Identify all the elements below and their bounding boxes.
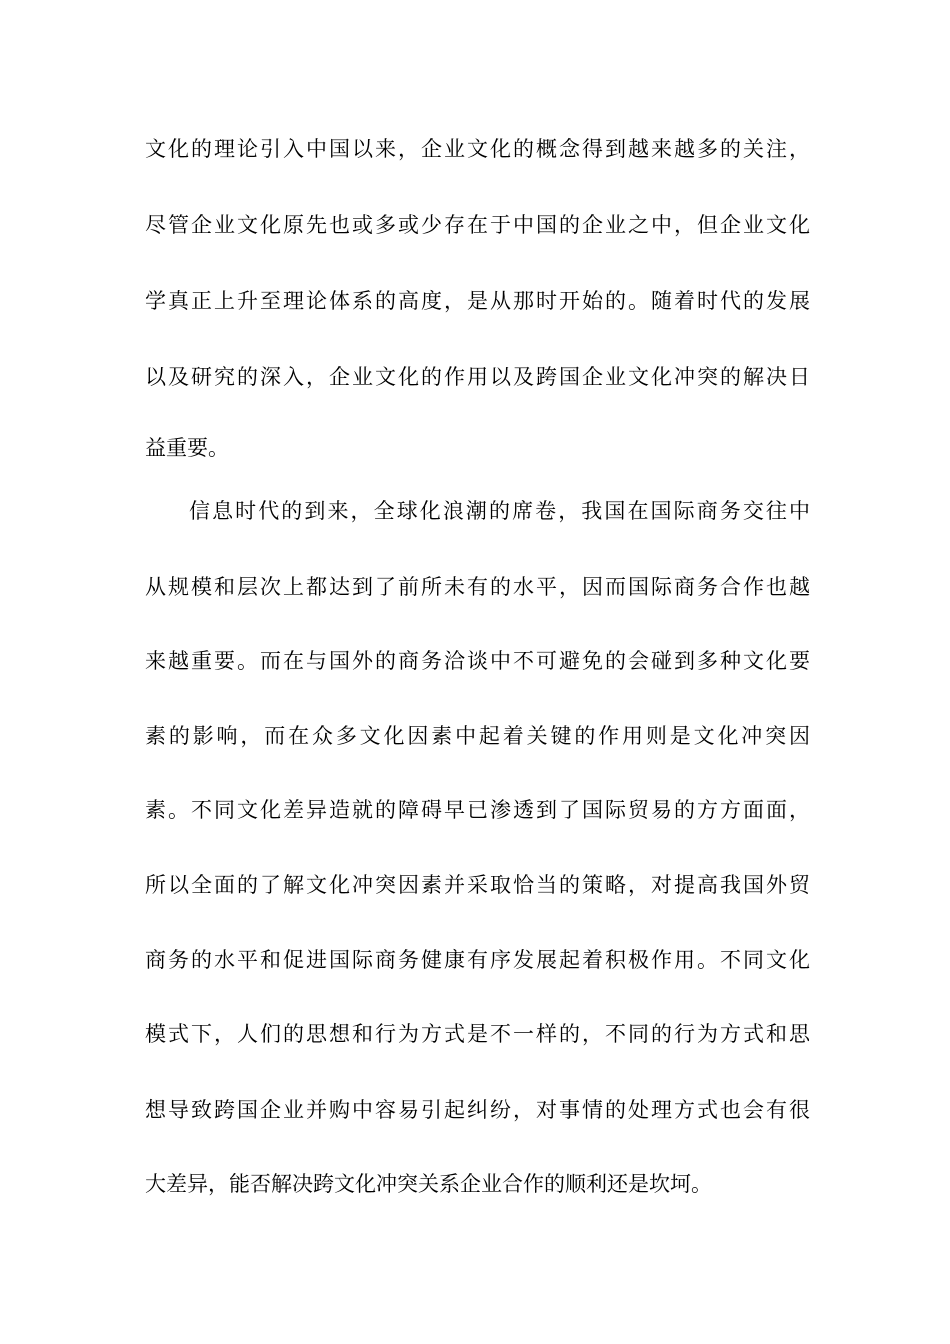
text-line: 大差异，能否解决跨文化冲突关系企业合作的顺利还是坎坷。 [145, 1172, 712, 1196]
text-line: 从规模和层次上都达到了前所未有的水平，因而国际商务合作也越 [145, 575, 810, 599]
text-line: 益重要。 [145, 436, 229, 460]
text-line: 素的影响，而在众多文化因素中起着关键的作用则是文化冲突因 [145, 724, 810, 748]
text-line: 学真正上升至理论体系的高度，是从那时开始的。随着时代的发展 [145, 289, 810, 313]
text-line: 以及研究的深入，企业文化的作用以及跨国企业文化冲突的解决日 [145, 365, 810, 389]
text-line: 所以全面的了解文化冲突因素并采取恰当的策略，对提高我国外贸 [145, 873, 810, 897]
text-line: 素。不同文化差异造就的障碍早已渗透到了国际贸易的方方面面， [145, 798, 810, 822]
text-line: 想导致跨国企业并购中容易引起纠纷，对事情的处理方式也会有很 [145, 1098, 810, 1122]
text-line: 来越重要。而在与国外的商务洽谈中不可避免的会碰到多种文化要 [145, 649, 810, 673]
text-line: 文化的理论引入中国以来，企业文化的概念得到越来越多的关注， [145, 137, 810, 161]
text-line: 尽管企业文化原先也或多或少存在于中国的企业之中，但企业文化 [145, 213, 810, 237]
text-line: 模式下，人们的思想和行为方式是不一样的，不同的行为方式和思 [145, 1022, 810, 1046]
text-line: 商务的水平和促进国际商务健康有序发展起着积极作用。不同文化 [145, 948, 810, 972]
text-line: 信息时代的到来，全球化浪潮的席卷，我国在国际商务交往中 [189, 499, 810, 523]
